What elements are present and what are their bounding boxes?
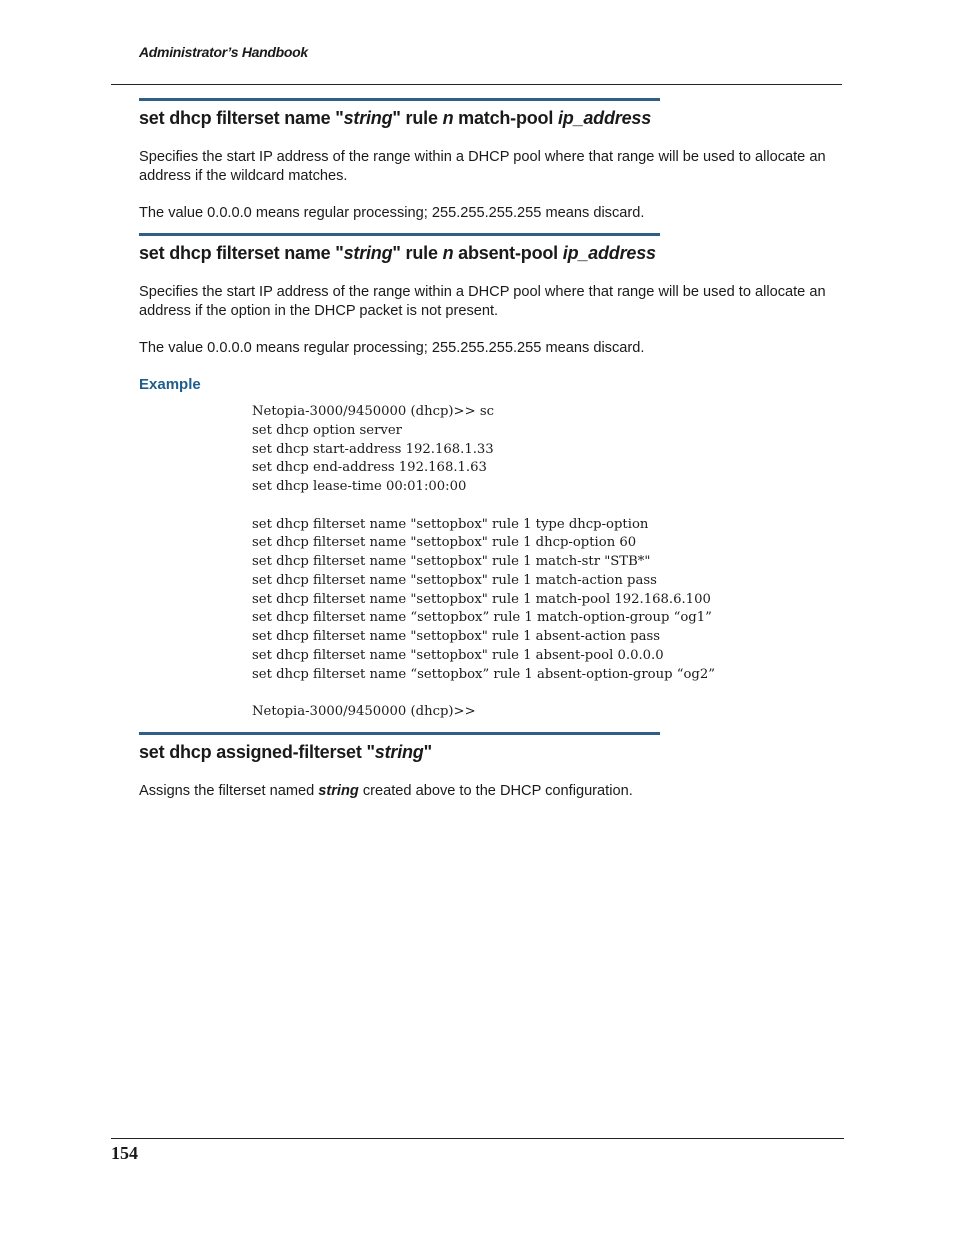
footer-rule xyxy=(111,1138,844,1139)
heading-arg-string: string xyxy=(374,742,424,762)
heading-text: " xyxy=(423,742,432,762)
code-line: Netopia-3000/9450000 (dhcp)>> xyxy=(252,704,476,719)
section-divider xyxy=(139,732,660,735)
code-line: set dhcp filterset name “settopbox” rule 1 match-option-group “og1” xyxy=(252,610,712,626)
heading-arg-n: n xyxy=(442,108,454,128)
body-paragraph xyxy=(139,782,844,801)
body-paragraph: The value 0.0.0.0 means regular processing; 255.255.255.255 means discard. xyxy=(139,205,645,221)
body-paragraph: Specifies the start IP address of the range within a DHCP pool where that range will be used to allocate an address if the option in the DHCP packet is not present. xyxy=(139,284,826,319)
heading-text: absent-pool xyxy=(453,243,563,263)
code-example xyxy=(252,403,715,722)
heading-arg-n: n xyxy=(442,243,454,263)
paragraph-text: Assigns the filterset named xyxy=(139,783,319,799)
code-line: set dhcp lease-time 00:01:00:00 xyxy=(252,479,467,494)
heading-text: set dhcp assigned-filterset " xyxy=(139,742,375,762)
code-line: Netopia-3000/9450000 (dhcp)>> sc xyxy=(252,404,494,419)
code-line: set dhcp filterset name "settopbox" rule 1 match-action pass xyxy=(252,572,657,588)
code-line: set dhcp option server xyxy=(252,422,402,438)
code-line: set dhcp filterset name "settopbox" rule 1 match-pool 192.168.6.100 xyxy=(252,591,711,607)
code-line xyxy=(252,684,715,703)
heading-text: match-pool xyxy=(453,108,558,128)
heading-arg-ip-address: ip_address xyxy=(557,108,652,128)
code-line xyxy=(252,497,715,516)
header-rule xyxy=(111,84,842,85)
heading-arg-string: string xyxy=(343,108,393,128)
body-paragraph: The value 0.0.0.0 means regular processing; 255.255.255.255 means discard. xyxy=(139,340,645,356)
paragraph-emphasis: string xyxy=(318,783,359,799)
code-line: set dhcp filterset name "settopbox" rule 1 match-str "STB*" xyxy=(252,554,651,569)
code-line: set dhcp filterset name "settopbox" rule 1 absent-action pass xyxy=(252,629,661,644)
code-line: set dhcp end-address 192.168.1.63 xyxy=(252,460,487,476)
section-heading-match-pool xyxy=(139,108,651,129)
code-line: set dhcp filterset name "settopbox" rule 1 absent-pool 0.0.0.0 xyxy=(252,647,664,663)
page-number: 154 xyxy=(111,1143,138,1163)
heading-text: set dhcp filterset name " xyxy=(139,243,344,263)
heading-text: " rule xyxy=(392,108,443,128)
heading-text: " rule xyxy=(392,243,443,263)
running-header: Administrator’s Handbook xyxy=(139,44,308,60)
section-divider xyxy=(139,233,660,236)
section-heading-assigned-filterset xyxy=(139,742,432,763)
heading-text: set dhcp filterset name " xyxy=(139,108,344,128)
section-heading-absent-pool xyxy=(139,243,656,264)
paragraph-text: created above to the DHCP configuration. xyxy=(358,783,633,799)
code-line: set dhcp filterset name “settopbox” rule 1 absent-option-group “og2” xyxy=(252,666,715,682)
code-line: set dhcp filterset name "settopbox" rule 1 dhcp-option 60 xyxy=(252,535,637,551)
example-label: Example xyxy=(139,376,201,393)
code-line: set dhcp filterset name "settopbox" rule 1 type dhcp-option xyxy=(252,516,649,532)
heading-arg-ip-address: ip_address xyxy=(562,243,656,263)
heading-arg-string: string xyxy=(343,243,393,263)
code-line: set dhcp start-address 192.168.1.33 xyxy=(252,441,494,457)
section-divider xyxy=(139,98,660,101)
body-paragraph: Specifies the start IP address of the range within a DHCP pool where that range will be used to allocate an address if the wildcard matches. xyxy=(139,149,826,184)
